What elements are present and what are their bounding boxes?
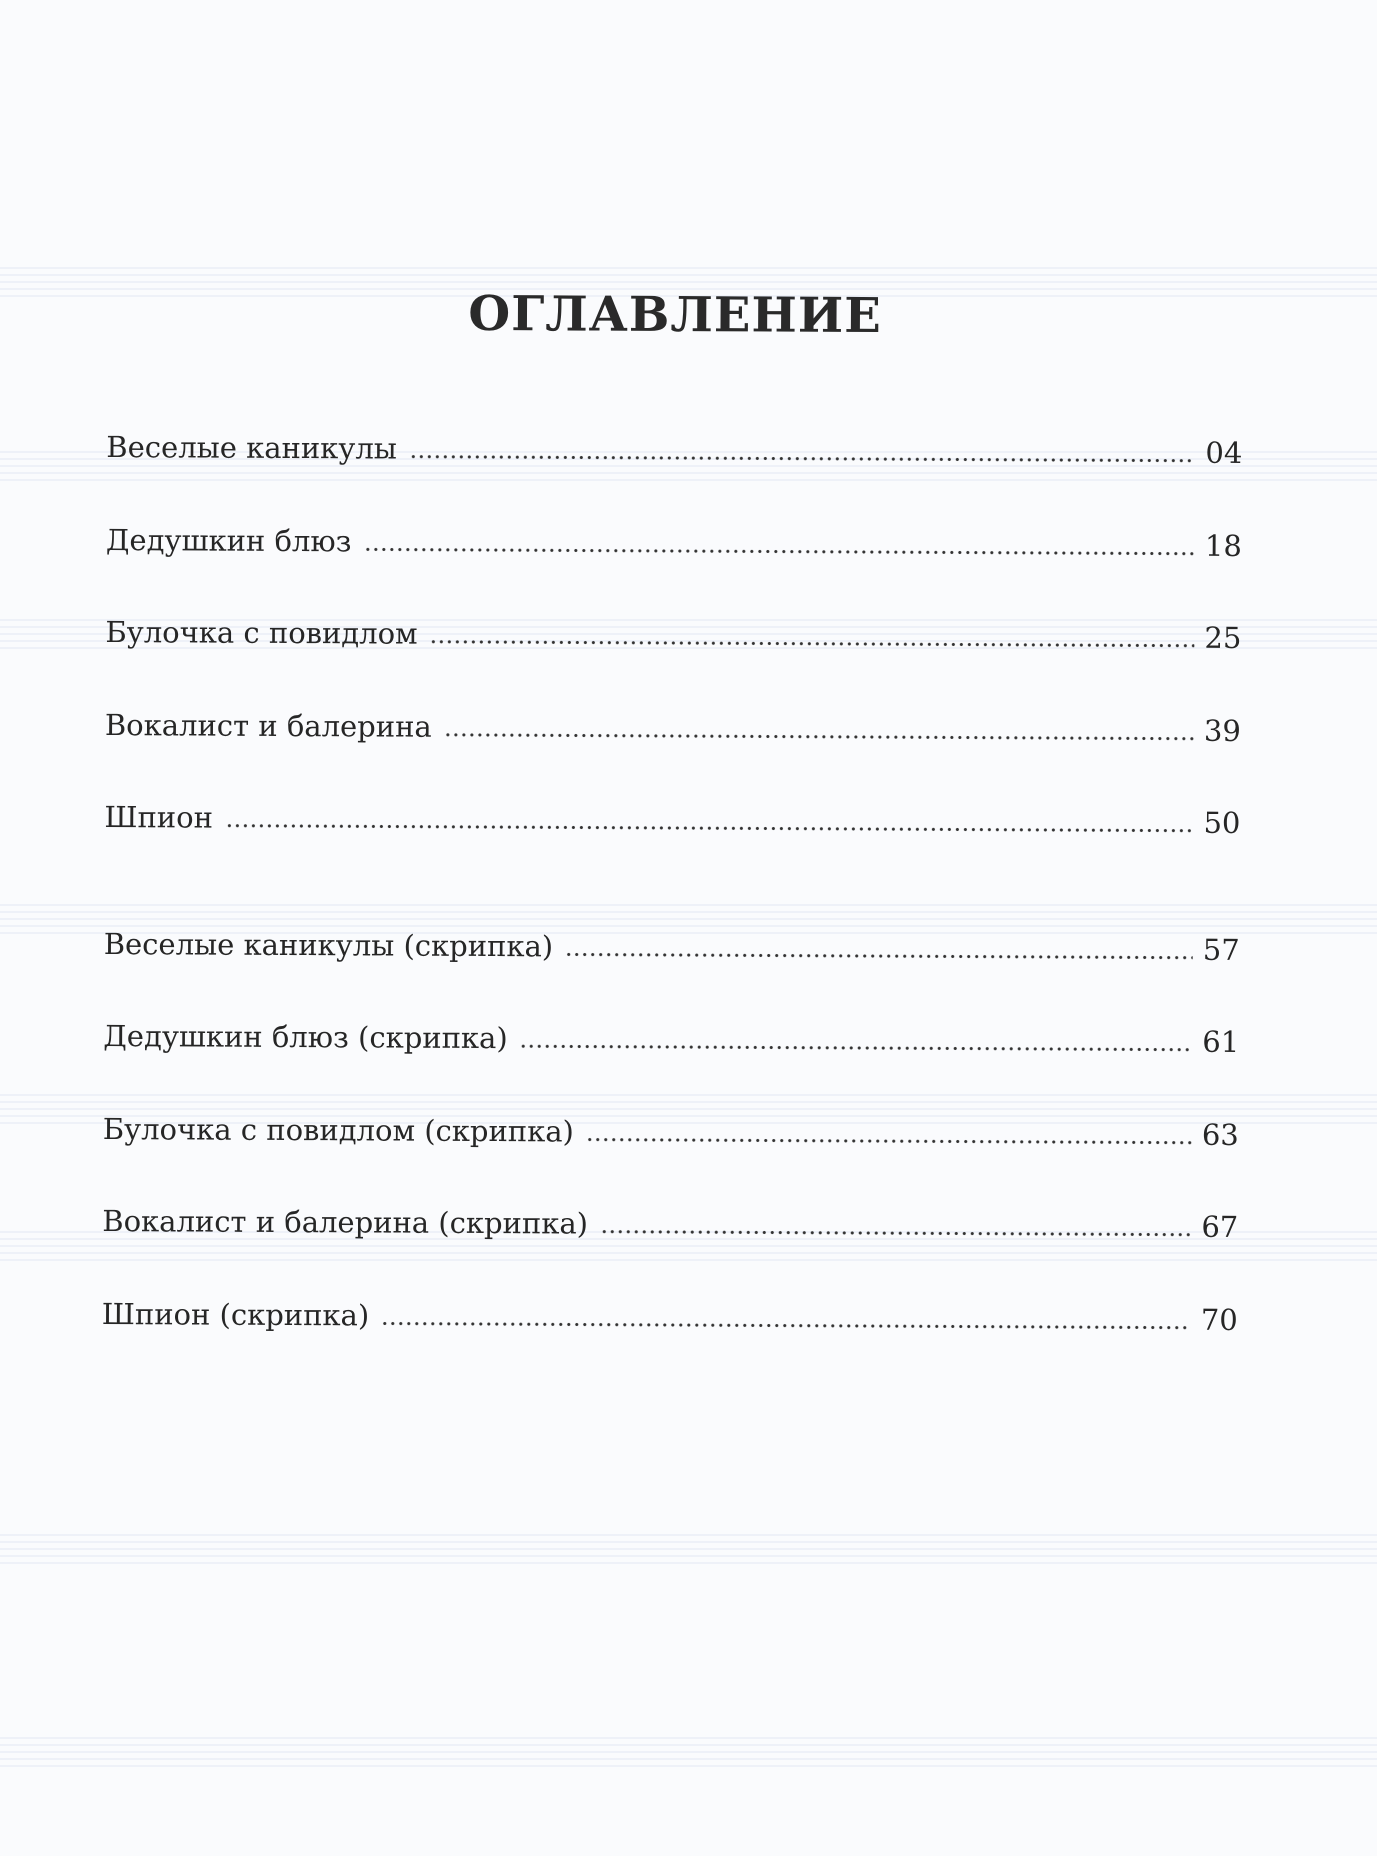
toc-entry-title: Шпион	[104, 800, 214, 835]
toc-entry-page: 61	[1202, 1024, 1240, 1059]
toc-entry	[103, 1083, 1239, 1181]
toc-entry-title: Шпион (скрипка)	[101, 1296, 370, 1332]
toc-entry-page: 25	[1204, 620, 1242, 655]
toc-entry	[106, 494, 1242, 592]
toc-entry-title: Дедушкин блюз	[105, 522, 352, 558]
table-of-contents	[102, 401, 1243, 1366]
toc-entry	[102, 1268, 1238, 1366]
toc-page	[99, 0, 1245, 1856]
dot-leader	[430, 634, 1195, 648]
toc-entry	[105, 586, 1241, 684]
toc-entry-title: Булочка с повидлом (скрипка)	[102, 1111, 574, 1148]
dot-leader	[381, 1315, 1191, 1329]
dot-leader	[586, 1131, 1192, 1144]
toc-entry	[104, 898, 1240, 996]
toc-entry-title: Веселые каникулы	[106, 430, 397, 466]
dot-leader	[520, 1038, 1193, 1052]
toc-entry-page: 63	[1201, 1117, 1239, 1152]
toc-entry	[106, 401, 1242, 499]
dot-leader	[565, 946, 1193, 959]
toc-entry-page: 70	[1200, 1302, 1238, 1337]
dot-leader	[600, 1224, 1191, 1237]
toc-entry-title: Вокалист и балерина	[104, 707, 432, 744]
toc-entry-page: 50	[1203, 805, 1241, 840]
toc-entry-page: 18	[1204, 528, 1242, 563]
toc-entry-title: Дедушкин блюз (скрипка)	[103, 1019, 508, 1056]
toc-entry-page: 57	[1202, 932, 1240, 967]
toc-entry-page: 39	[1203, 713, 1241, 748]
toc-entry-page: 04	[1205, 435, 1243, 470]
dot-leader	[363, 541, 1195, 555]
toc-entry	[105, 679, 1241, 777]
dot-leader	[409, 449, 1196, 463]
toc-entry	[103, 990, 1239, 1088]
dot-leader	[225, 818, 1194, 833]
toc-entry-title: Веселые каникулы (скрипка)	[103, 926, 554, 963]
toc-group-piano	[104, 401, 1242, 869]
dot-leader	[444, 726, 1194, 740]
toc-group-violin	[102, 898, 1240, 1366]
toc-entry	[102, 1175, 1238, 1273]
page-title: ОГЛАВЛЕНИЕ	[468, 285, 882, 345]
toc-entry-page: 67	[1201, 1209, 1239, 1244]
toc-entry-title: Вокалист и балерина (скрипка)	[102, 1204, 589, 1241]
toc-entry-title: Булочка с повидлом	[105, 615, 418, 651]
toc-entry	[104, 771, 1240, 869]
